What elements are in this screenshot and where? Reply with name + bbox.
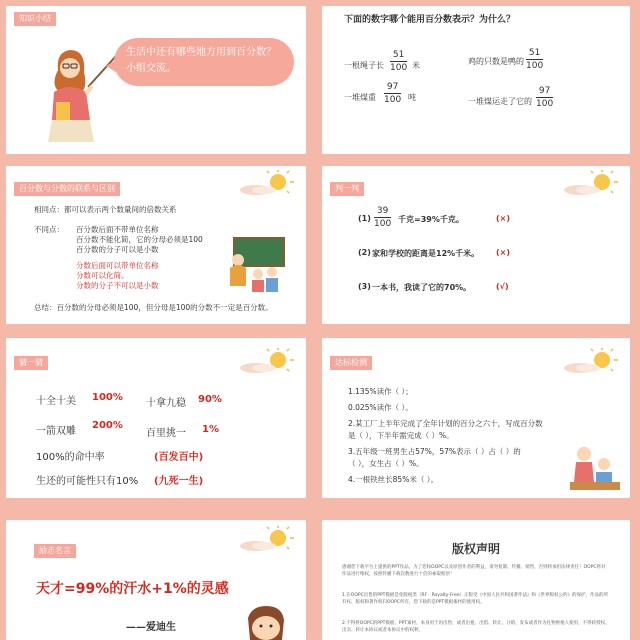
item-2-prefix: 鸡的只数是鸭的	[468, 57, 524, 66]
section-tag: 猜一猜	[14, 356, 48, 370]
slide-8	[322, 520, 630, 640]
q1-fraction	[374, 206, 391, 229]
item-4-prefix: 一堆煤运走了它的	[468, 97, 532, 106]
slide-3	[6, 166, 306, 324]
edison-illustration	[242, 604, 290, 640]
classroom-illustration	[224, 236, 286, 292]
diff-line-2: 百分数不能化简，它的分母必须是100	[76, 235, 203, 244]
denominator: 100	[536, 99, 554, 109]
idiom-6: 生还的可能性只有10%	[36, 476, 139, 487]
q1-mark: (×)	[496, 214, 511, 223]
numerator: 97	[538, 86, 551, 96]
copyright-title: 版权声明	[451, 542, 500, 556]
q1-text: 千克=39%千克。	[398, 215, 464, 224]
section-tag: 达标检测	[330, 356, 372, 370]
idiom-2: 十拿九稳	[146, 398, 186, 409]
sun-cloud-icon	[238, 170, 298, 196]
red-line-3: 分数的分子不可以是小数	[76, 281, 159, 290]
denominator: 100	[526, 61, 544, 71]
test-line-1: 1.135%读作（ ）；	[348, 387, 413, 396]
same-point: 相同点：都可以表示两个数量间的倍数关系	[34, 205, 177, 214]
item-3-fraction	[384, 82, 401, 105]
slide-6	[322, 338, 630, 498]
test-line-4: 是（ ），下半年需完成（ ）%。	[348, 431, 454, 440]
q3-label: (3)	[358, 282, 371, 291]
section-tag: 百分数与分数的联系与区别	[14, 182, 120, 196]
idiom-3-answer: 200%	[92, 420, 123, 431]
section-tag: 知识小结	[14, 12, 56, 26]
denominator: 100	[390, 63, 408, 73]
test-line-6: （ ），女生占（ ）%。	[348, 459, 424, 468]
sun-cloud-icon	[562, 348, 622, 374]
question-title: 下面的数字哪个能用百分数表示？为什么？	[344, 15, 516, 25]
student-illustration	[570, 442, 620, 492]
q1-label: (1)	[358, 214, 371, 223]
item-3-suffix: 吨	[408, 93, 416, 102]
numerator: 97	[386, 82, 399, 92]
red-line-1: 分数后面可以带单位名称	[76, 261, 159, 270]
denominator: 100	[374, 219, 392, 229]
item-1-suffix: 米	[412, 61, 420, 70]
copyright-para-3: 2.不得将OOPC的PPT模板、PPT素材，本身用于再出售，或者出租、出借、转让、分销、发布或者作为礼物供他人使用，不得转授权、出卖、转让本协议或者本协议中的权利。	[342, 621, 610, 633]
copyright-para-2: 1.在OOPC出售的PPT模板是免版税类（RF：Royalty-Free）正版受《中国人民共和国著作法》和《世界版权公约》的保护，作品的所有权、版权和著作权归OOPC所有，您下载的是PPT模板素材的使用权。	[342, 593, 608, 605]
denominator: 100	[384, 95, 402, 105]
q3-mark: (√)	[496, 282, 509, 291]
item-2-fraction	[526, 48, 543, 71]
test-line-5: 3.五年级一班男生占57%，57%表示（ ）占（ ）的	[348, 447, 521, 456]
quote-author: ——爱迪生	[126, 622, 176, 633]
speech-bubble	[114, 38, 294, 86]
test-line-7: 4.一根铁丝长85%米（ ）。	[348, 475, 438, 484]
speech-bubble-text: 生活中还有哪些地方用到百分数？小组交流。	[126, 47, 276, 74]
item-4-fraction	[536, 86, 553, 109]
slide-7	[6, 520, 306, 640]
numerator: 51	[528, 48, 541, 58]
test-line-3: 2.某工厂上半年完成了全年计划的百分之六十，写成百分数	[348, 419, 543, 428]
idiom-5-answer: (百发百中)	[154, 452, 204, 463]
item-3-prefix: 一堆煤重	[344, 93, 376, 102]
diff-line-1: 百分数后面不带单位名称	[76, 225, 159, 234]
q2-mark: (×)	[496, 248, 511, 257]
q2-label: (2)	[358, 248, 371, 257]
red-line-2: 分数可以化简。	[76, 271, 129, 280]
numerator: 39	[376, 206, 389, 216]
idiom-1-answer: 100%	[92, 392, 123, 403]
bubble-tail	[106, 60, 116, 72]
idiom-4-answer: 1%	[202, 424, 219, 435]
idiom-5: 100%的命中率	[36, 452, 105, 463]
idiom-1: 十全十美	[36, 396, 76, 407]
test-line-2: 0.025%读作（ ）。	[348, 403, 413, 412]
diff-label: 不同点：	[34, 225, 64, 234]
sun-cloud-icon	[238, 526, 298, 552]
section-tag: 励志名言	[34, 544, 76, 558]
numerator: 51	[392, 50, 405, 60]
slide-2	[322, 6, 630, 154]
slide-1	[6, 6, 306, 154]
sun-cloud-icon	[562, 170, 622, 196]
teacher-illustration	[36, 42, 121, 147]
q2-text: 家和学校的距离是12%千米。	[372, 249, 480, 258]
diff-line-3: 百分数的分子可以是小数	[76, 245, 159, 254]
section-tag: 判一判	[330, 182, 364, 196]
summary: 总结：百分数的分母必须是100，但分母是100的分数不一定是百分数。	[34, 303, 273, 312]
idiom-4: 百里挑一	[146, 428, 186, 439]
quote: 天才=99%的汗水+1%的灵感	[36, 581, 229, 597]
idiom-2-answer: 90%	[198, 394, 222, 405]
item-1-prefix: 一根绳子长	[344, 61, 384, 70]
item-1-fraction	[390, 50, 407, 73]
slide-5	[6, 338, 306, 498]
idiom-6-answer: (九死一生)	[154, 476, 204, 487]
idiom-3: 一箭双雕	[36, 426, 76, 437]
copyright-para-1: 感谢您下载平台上提供的PPT作品，为了您和OOPC以及原创作者的利益，请勿复制、传播、销售，否则将承担法律责任！OOPC将对作品进行维权，按照传播下载次数进行十倍的索取赔偿！	[342, 565, 606, 577]
q3-text: 一本书，我读了它的70%。	[372, 283, 472, 292]
slide-4	[322, 166, 630, 324]
sun-cloud-icon	[238, 348, 298, 374]
